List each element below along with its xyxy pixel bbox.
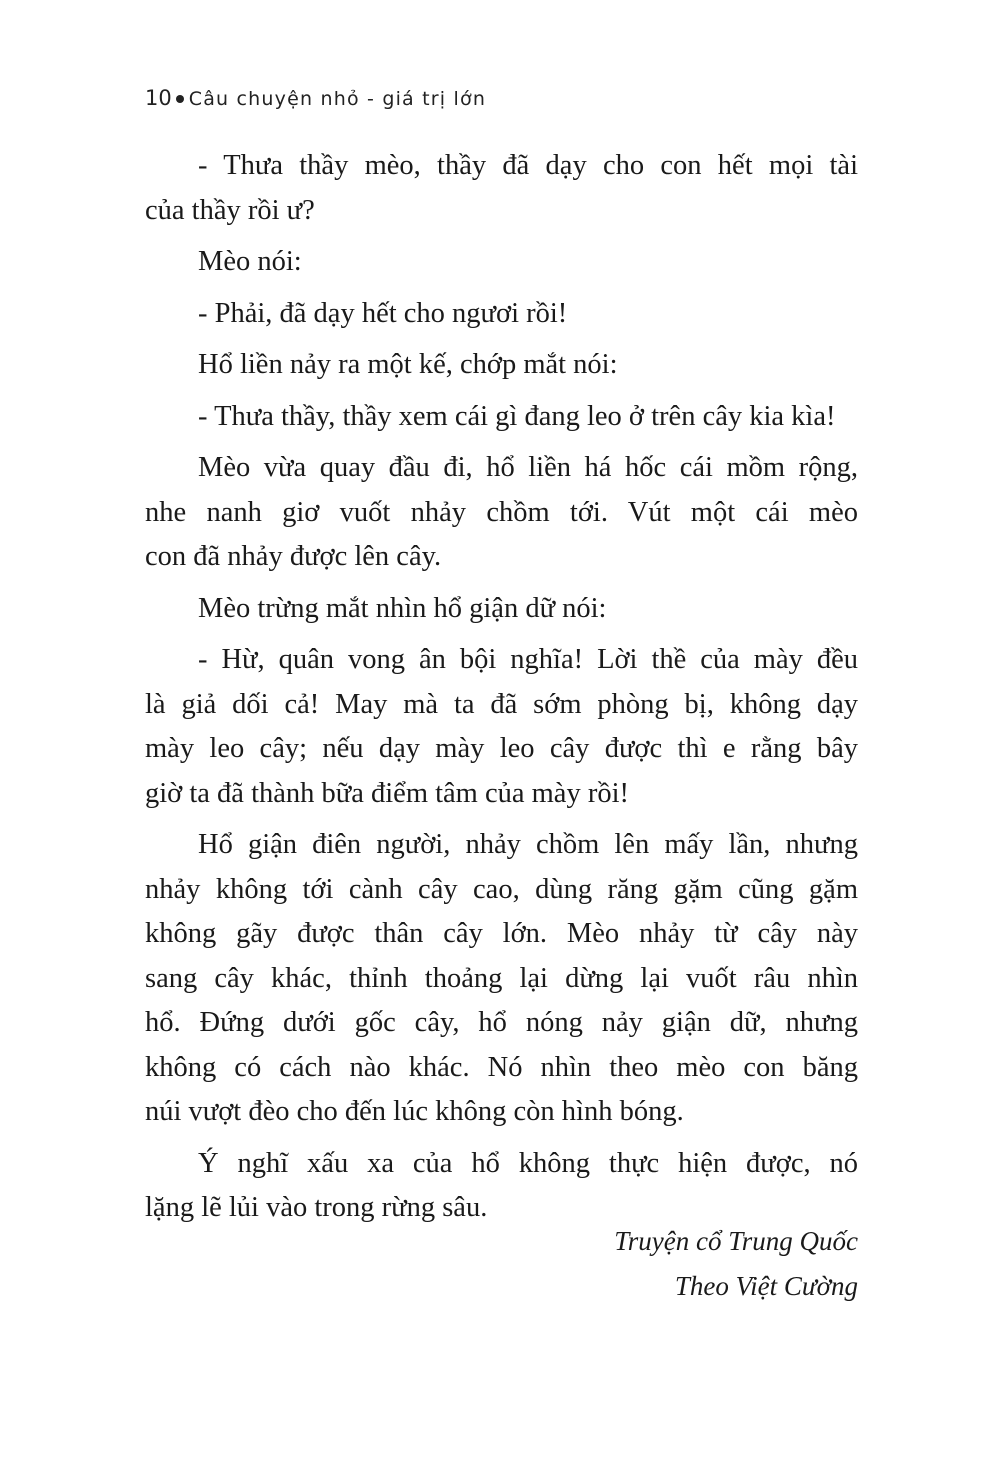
paragraph (145, 240, 858, 285)
text-line: - Hừ, quân vong ân bội nghĩa! Lời thề của mày đều (198, 644, 858, 675)
text-line: Mèo trừng mắt nhìn hổ giận dữ nói: (198, 592, 607, 624)
page-number: 10 (145, 86, 172, 110)
text-line: Mèo nói: (198, 246, 302, 277)
text-line: Hổ giận điên người, nhảy chồm lên mấy lần, nhưng (198, 829, 858, 860)
text-line: hổ. Đứng dưới gốc cây, hổ nóng nảy giận dữ, nhưng (145, 1007, 858, 1038)
bullet-separator (176, 95, 184, 103)
text-line: không có cách nào khác. Nó nhìn theo mèo con băng (145, 1051, 858, 1083)
text-line: của thầy rồi ư? (145, 194, 315, 226)
text-line: - Thưa thầy, thầy xem cái gì đang leo ở trên cây kia kìa! (198, 400, 836, 432)
text-line: nhe nanh giơ vuốt nhảy chồm tới. Vút một cái mèo (145, 496, 858, 528)
paragraph (145, 343, 858, 388)
story-body (145, 144, 858, 1238)
paragraph (145, 638, 858, 816)
text-line: con đã nhảy được lên cây. (145, 541, 442, 572)
book-title: Câu chuyện nhỏ - giá trị lớn (188, 88, 487, 110)
text-line: núi vượt đèo cho đến lúc không còn hình bóng. (145, 1096, 684, 1127)
paragraph (145, 292, 858, 337)
running-header (145, 86, 486, 110)
text-line: mày leo cây; nếu dạy mày leo cây được thì e rằng bây (145, 733, 858, 764)
text-line: Hổ liền nảy ra một kế, chớp mắt nói: (198, 349, 618, 380)
attribution-source: Truyện cổ Trung Quốc (614, 1226, 858, 1256)
paragraph (145, 587, 858, 632)
text-line: là giả dối cả! May mà ta đã sớm phòng bị, không dạy (145, 688, 858, 720)
paragraph (145, 144, 858, 233)
text-line: không gãy được thân cây lớn. Mèo nhảy từ cây này (145, 918, 858, 949)
paragraph (145, 1142, 858, 1231)
text-line: Mèo vừa quay đầu đi, hổ liền há hốc cái mồm rộng, (198, 452, 858, 483)
paragraph (145, 395, 858, 440)
text-line: lặng lẽ lủi vào trong rừng sâu. (145, 1192, 488, 1223)
attribution-adapter: Theo Việt Cường (674, 1271, 858, 1301)
paragraph (145, 446, 858, 580)
paragraph (145, 823, 858, 1135)
text-line: sang cây khác, thỉnh thoảng lại dừng lại vuốt râu nhìn (145, 962, 858, 994)
text-line: Ý nghĩ xấu xa của hổ không thực hiện được, nó (198, 1147, 858, 1179)
text-line: - Phải, đã dạy hết cho ngươi rồi! (198, 297, 568, 329)
text-line: giờ ta đã thành bữa điểm tâm của mày rồi! (145, 777, 629, 809)
text-line: nhảy không tới cành cây cao, dùng răng gặm cũng gặm (145, 873, 858, 905)
text-line: - Thưa thầy mèo, thầy đã dạy cho con hết mọi tài (198, 150, 858, 181)
